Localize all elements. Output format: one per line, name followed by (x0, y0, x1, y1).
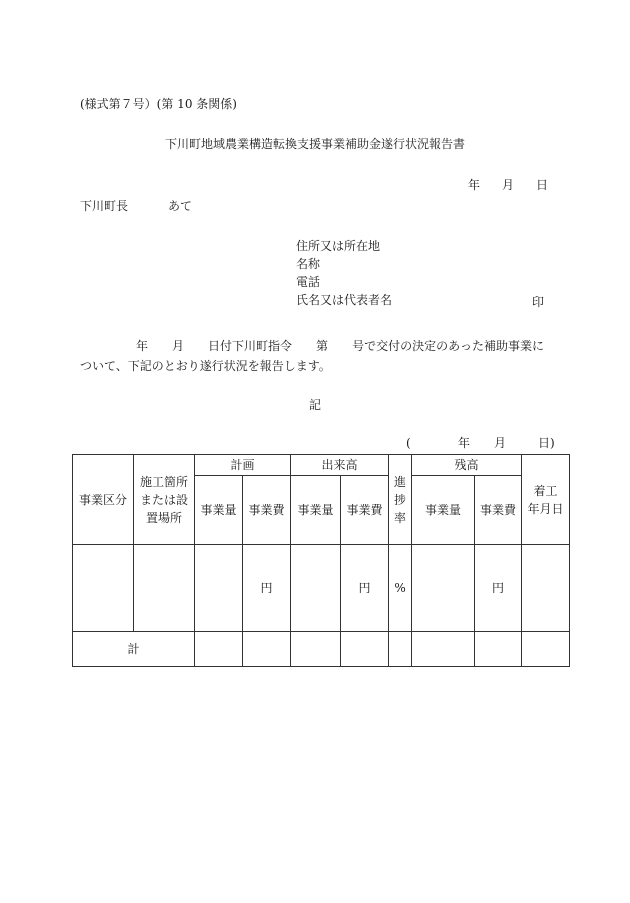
total-start-date[interactable] (522, 632, 570, 667)
body-year: 年 (136, 339, 149, 353)
cell-done-quantity[interactable] (291, 545, 341, 632)
total-plan-quantity[interactable] (195, 632, 243, 667)
cell-remaining-quantity[interactable] (412, 545, 475, 632)
body-number: 第 (316, 339, 329, 353)
total-remaining-cost[interactable] (475, 632, 522, 667)
table-header-row (73, 455, 570, 476)
date-month: 月 (502, 178, 515, 192)
table-date-year: 年 (458, 436, 471, 450)
cell-category[interactable] (73, 545, 134, 632)
done-quantity-header: 事業量 (291, 476, 341, 545)
form-number-label: (様式第７号）(第 10 条関係) (80, 97, 237, 111)
remaining-cost-header: 事業費 (475, 476, 522, 545)
plan-cost-header: 事業費 (243, 476, 291, 545)
body-part2: 号で交付の決定のあった補助事業について、下記のとおり遂行状況を報告します。 (80, 339, 544, 373)
addressee (80, 199, 192, 213)
cell-remaining-cost[interactable]: 円 (475, 545, 522, 632)
seal-mark: 印 (532, 295, 545, 309)
header-category: 事業区分 (73, 455, 134, 545)
header-location: 施工箇所 または設 置場所 (134, 455, 195, 545)
cell-plan-quantity[interactable] (195, 545, 243, 632)
table-date-day: 日) (538, 436, 555, 450)
date-year: 年 (468, 178, 481, 192)
table-total-row (73, 632, 570, 667)
total-label: 計 (73, 632, 195, 667)
table-date (406, 436, 555, 450)
addressee-suffix: あて (168, 199, 193, 213)
applicant-address-label: 住所又は所在地 (296, 239, 381, 253)
cell-plan-cost[interactable]: 円 (243, 545, 291, 632)
table-date-open: ( (406, 436, 411, 450)
total-plan-cost[interactable] (243, 632, 291, 667)
ki-heading: 記 (308, 398, 321, 412)
done-cost-header: 事業費 (341, 476, 389, 545)
document-title: 下川町地域農業構造転換支援事業補助金遂行状況報告書 (164, 137, 465, 151)
addressee-name: 下川町長 (80, 199, 129, 213)
remaining-quantity-header: 事業量 (412, 476, 475, 545)
cell-progress[interactable]: % (389, 545, 412, 632)
applicant-representative-label: 氏名又は代表者名 (296, 293, 393, 307)
body-month: 月 (172, 339, 185, 353)
header-done: 出来高 (291, 455, 389, 476)
table-date-month: 月 (494, 436, 507, 450)
cell-start-date[interactable] (522, 545, 570, 632)
applicant-block (296, 237, 392, 309)
total-done-quantity[interactable] (291, 632, 341, 667)
header-plan: 計画 (195, 455, 291, 476)
cell-location[interactable] (134, 545, 195, 632)
header-start-date: 着工 年月日 (522, 455, 570, 545)
plan-quantity-header: 事業量 (195, 476, 243, 545)
table-row (73, 545, 570, 632)
total-remaining-quantity[interactable] (412, 632, 475, 667)
header-progress: 進 捗 率 (389, 455, 412, 545)
header-remaining: 残高 (412, 455, 522, 476)
progress-table (72, 454, 570, 667)
date-day: 日 (536, 178, 549, 192)
body-part1: 日付下川町指令 (208, 339, 293, 353)
cell-done-cost[interactable]: 円 (341, 545, 389, 632)
report-date (468, 178, 548, 192)
report-body-text (80, 336, 550, 376)
total-done-cost[interactable] (341, 632, 389, 667)
applicant-name-label: 名称 (296, 257, 321, 271)
total-progress[interactable] (389, 632, 412, 667)
applicant-phone-label: 電話 (296, 275, 321, 289)
